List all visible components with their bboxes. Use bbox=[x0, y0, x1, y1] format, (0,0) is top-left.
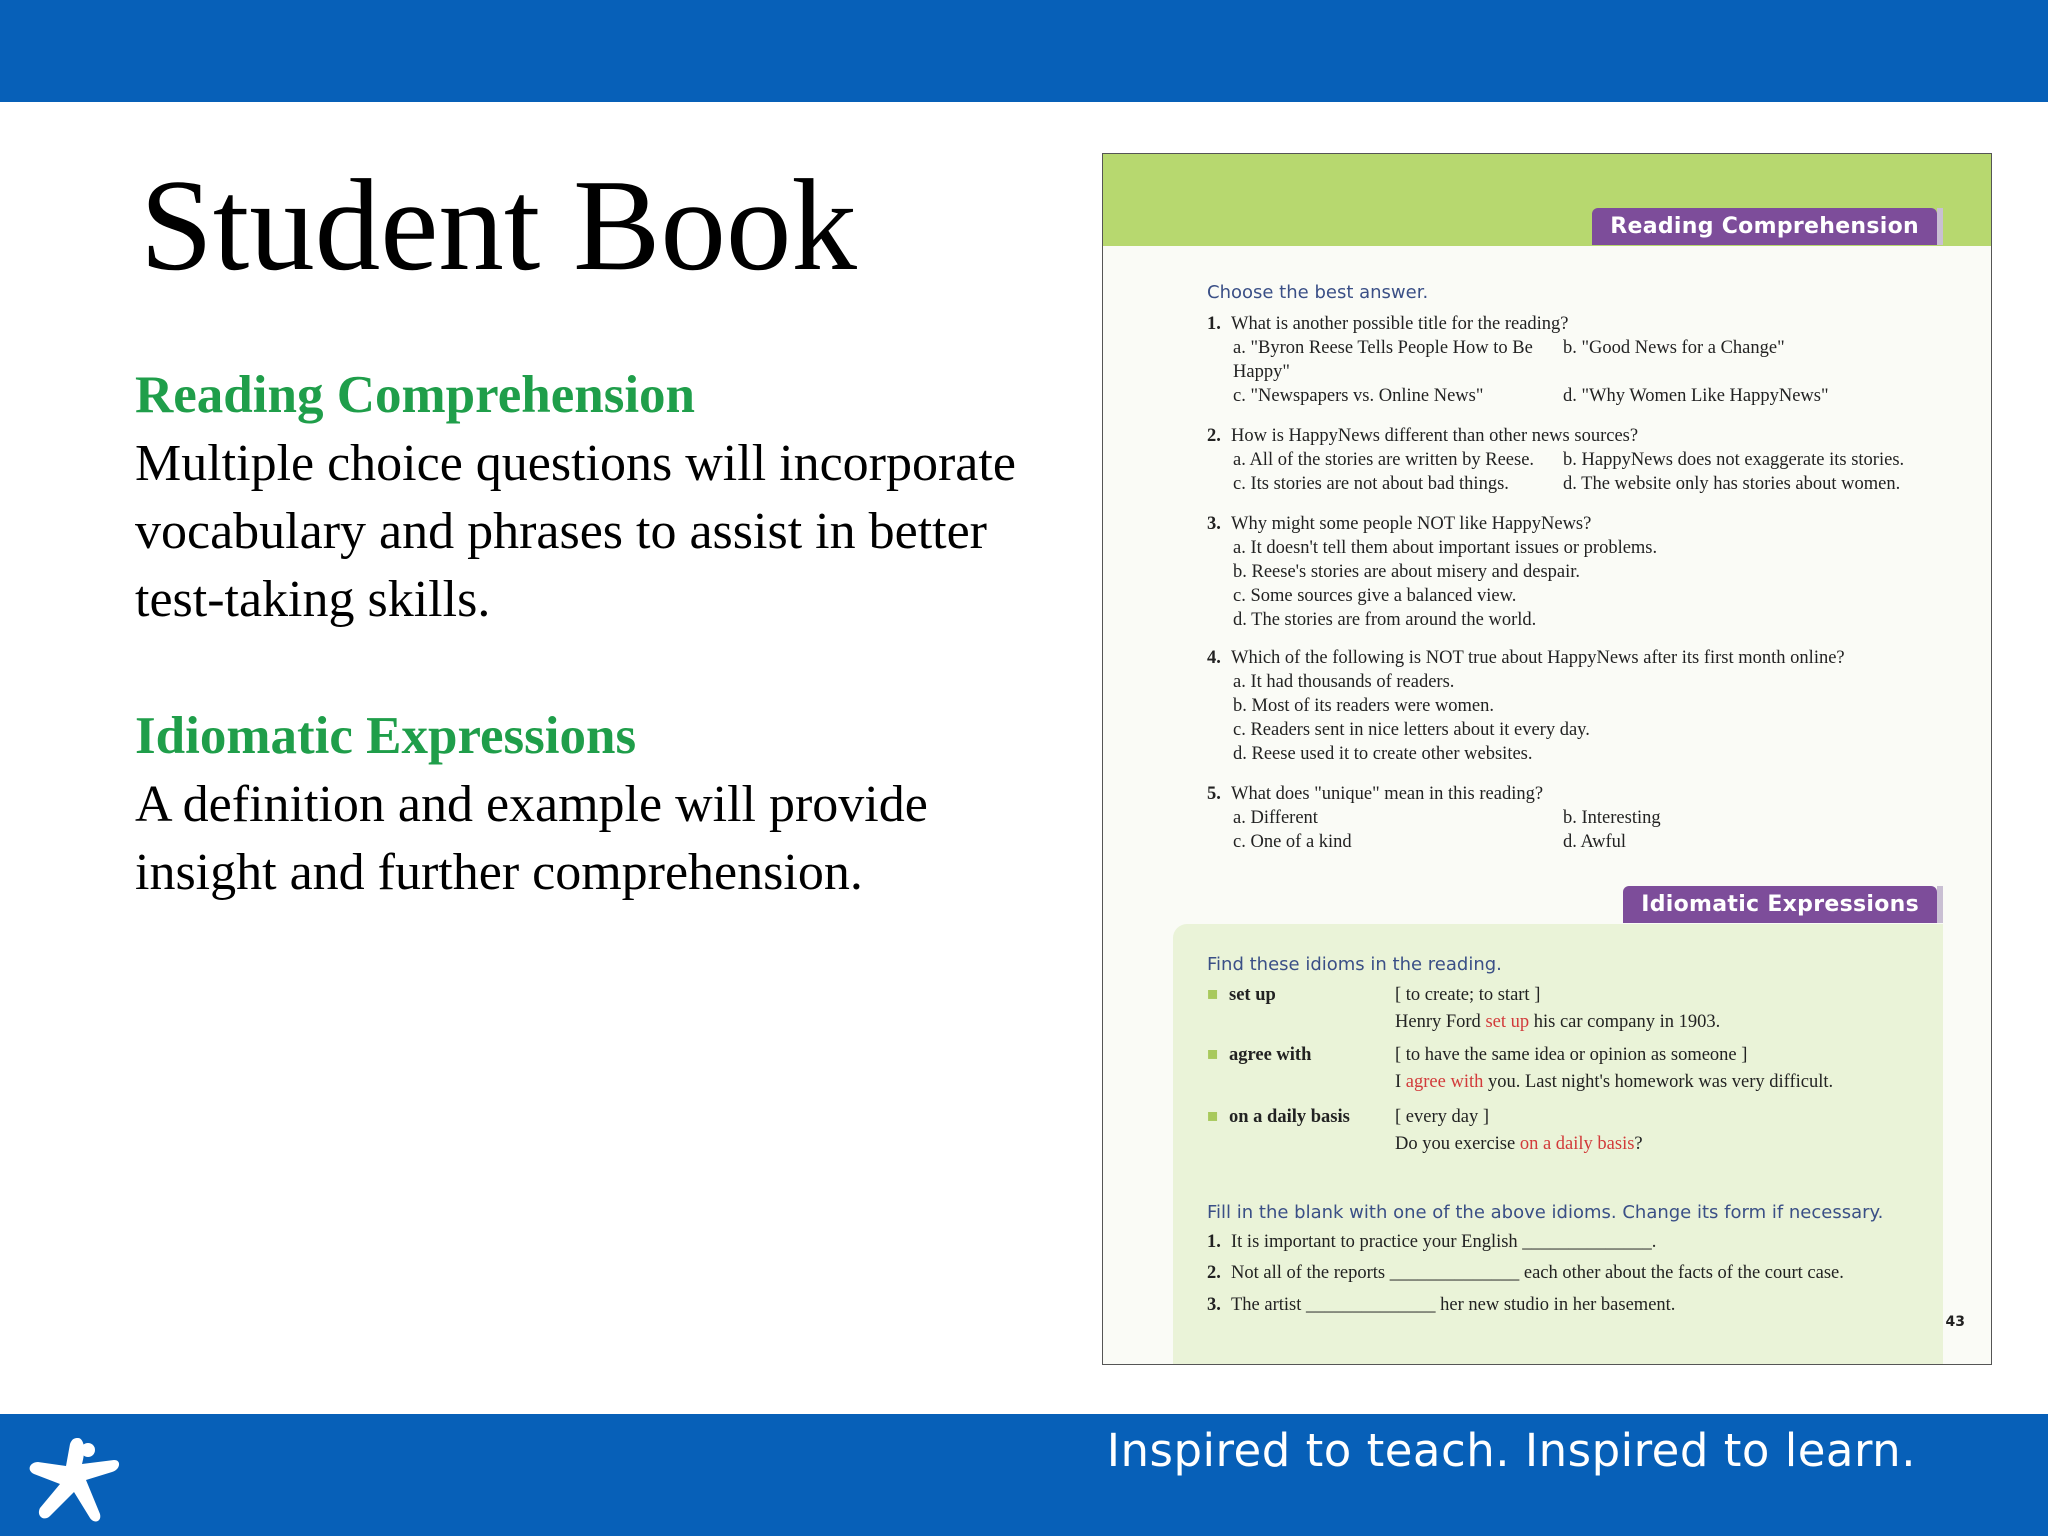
star-logo-icon bbox=[26, 1430, 126, 1526]
question-number: 2. bbox=[1207, 426, 1221, 446]
option-c: c. "Newspapers vs. Online News" bbox=[1233, 386, 1484, 406]
section-heading: Reading Comprehension bbox=[135, 366, 696, 424]
instruction-choose: Choose the best answer. bbox=[1207, 282, 1429, 303]
option-a: a. It had thousands of readers. bbox=[1233, 672, 1455, 692]
question-number: 3. bbox=[1207, 514, 1221, 534]
question-number: 1. bbox=[1207, 314, 1221, 334]
fill-item-1: 1. It is important to practice your English ______________. bbox=[1207, 1232, 1657, 1252]
question-2 bbox=[1207, 424, 1967, 496]
idiom-term: agree with bbox=[1229, 1045, 1312, 1065]
section-reading-comprehension bbox=[135, 364, 1065, 634]
section-idiomatic-expressions bbox=[135, 705, 1065, 907]
option-b: b. HappyNews does not exaggerate its stories. bbox=[1563, 450, 1905, 470]
section-body: Multiple choice questions will incorporate vocabulary and phrases to assist in better test-taking skills. bbox=[135, 434, 1016, 628]
option-c: c. Some sources give a balanced view. bbox=[1233, 586, 1517, 606]
question-4 bbox=[1207, 646, 1967, 766]
option-a: a. "Byron Reese Tells People How to Be Happy" bbox=[1233, 338, 1533, 382]
instruction-find: Find these idioms in the reading. bbox=[1207, 954, 1502, 975]
option-b: b. Interesting bbox=[1563, 808, 1661, 828]
question-text: What is another possible title for the reading? bbox=[1231, 314, 1569, 334]
idiom-example: Do you exercise on a daily basis? bbox=[1395, 1134, 1643, 1154]
question-text: Why might some people NOT like HappyNews? bbox=[1231, 514, 1592, 534]
option-d: d. The website only has stories about women. bbox=[1563, 474, 1901, 494]
bullet-icon: ■ bbox=[1207, 1107, 1219, 1127]
idiom-item bbox=[1207, 1042, 1947, 1096]
option-b: b. Reese's stories are about misery and despair. bbox=[1233, 562, 1581, 582]
fill-item-text: Not all of the reports ______________ each other about the facts of the court case. bbox=[1231, 1263, 1844, 1283]
option-d: d. Reese used it to create other websites. bbox=[1233, 744, 1533, 764]
bullet-icon: ■ bbox=[1207, 985, 1219, 1005]
question-text: Which of the following is NOT true about HappyNews after its first month online? bbox=[1231, 648, 1845, 668]
fill-item-text: It is important to practice your English ______________. bbox=[1231, 1232, 1657, 1252]
idiom-definition: [ to create; to start ] bbox=[1395, 985, 1541, 1005]
question-5 bbox=[1207, 782, 1967, 854]
option-a: a. All of the stories are written by Reese. bbox=[1233, 450, 1535, 470]
idiom-item bbox=[1207, 1104, 1947, 1158]
idiom-term: set up bbox=[1229, 985, 1276, 1005]
question-text: What does "unique" mean in this reading? bbox=[1231, 784, 1544, 804]
idiomatic-expressions-tab: Idiomatic Expressions bbox=[1623, 886, 1937, 923]
option-c: c. Readers sent in nice letters about it every day. bbox=[1233, 720, 1590, 740]
idiom-highlight: on a daily basis bbox=[1519, 1134, 1635, 1154]
question-number: 4. bbox=[1207, 648, 1221, 668]
option-d: d. Awful bbox=[1563, 832, 1627, 852]
idiom-highlight: set up bbox=[1485, 1012, 1530, 1032]
idiom-item bbox=[1207, 982, 1947, 1036]
idiom-highlight: agree with bbox=[1405, 1072, 1484, 1092]
bullet-icon: ■ bbox=[1207, 1045, 1219, 1065]
reading-comprehension-tab: Reading Comprehension bbox=[1592, 208, 1937, 245]
question-text: How is HappyNews different than other news sources? bbox=[1231, 426, 1639, 446]
fill-item-3: 3. The artist ______________ her new studio in her basement. bbox=[1207, 1295, 1676, 1315]
idiom-definition: [ to have the same idea or opinion as someone ] bbox=[1395, 1045, 1748, 1065]
tagline: Inspired to teach. Inspired to learn. bbox=[1106, 1424, 1916, 1477]
idiom-example: I agree with you. Last night's homework was very difficult. bbox=[1395, 1072, 1834, 1092]
section-body: A definition and example will provide insight and further comprehension. bbox=[135, 775, 928, 901]
option-d: d. The stories are from around the world. bbox=[1233, 610, 1537, 630]
option-b: b. Most of its readers were women. bbox=[1233, 696, 1494, 716]
question-1 bbox=[1207, 312, 1967, 408]
option-d: d. "Why Women Like HappyNews" bbox=[1563, 386, 1829, 406]
question-3 bbox=[1207, 512, 1967, 632]
option-a: a. Different bbox=[1233, 808, 1318, 828]
section-heading: Idiomatic Expressions bbox=[135, 707, 637, 765]
option-c: c. Its stories are not about bad things. bbox=[1233, 474, 1509, 494]
idiom-example: Henry Ford set up his car company in 1903. bbox=[1395, 1012, 1721, 1032]
page-number: 43 bbox=[1945, 1314, 1965, 1330]
fill-item-2: 2. Not all of the reports ______________ each other about the facts of the court case. bbox=[1207, 1263, 1844, 1283]
instruction-fill: Fill in the blank with one of the above idioms. Change its form if necessary. bbox=[1207, 1202, 1884, 1223]
option-c: c. One of a kind bbox=[1233, 832, 1352, 852]
idiom-definition: [ every day ] bbox=[1395, 1107, 1489, 1127]
question-number: 5. bbox=[1207, 784, 1221, 804]
top-banner bbox=[0, 0, 2048, 102]
option-b: b. "Good News for a Change" bbox=[1563, 338, 1785, 358]
slide-title: Student Book bbox=[140, 153, 857, 298]
book-page-image bbox=[1102, 153, 1992, 1365]
fill-item-text: The artist ______________ her new studio in her basement. bbox=[1231, 1295, 1676, 1315]
option-a: a. It doesn't tell them about important issues or problems. bbox=[1233, 538, 1658, 558]
idiom-term: on a daily basis bbox=[1229, 1107, 1350, 1127]
